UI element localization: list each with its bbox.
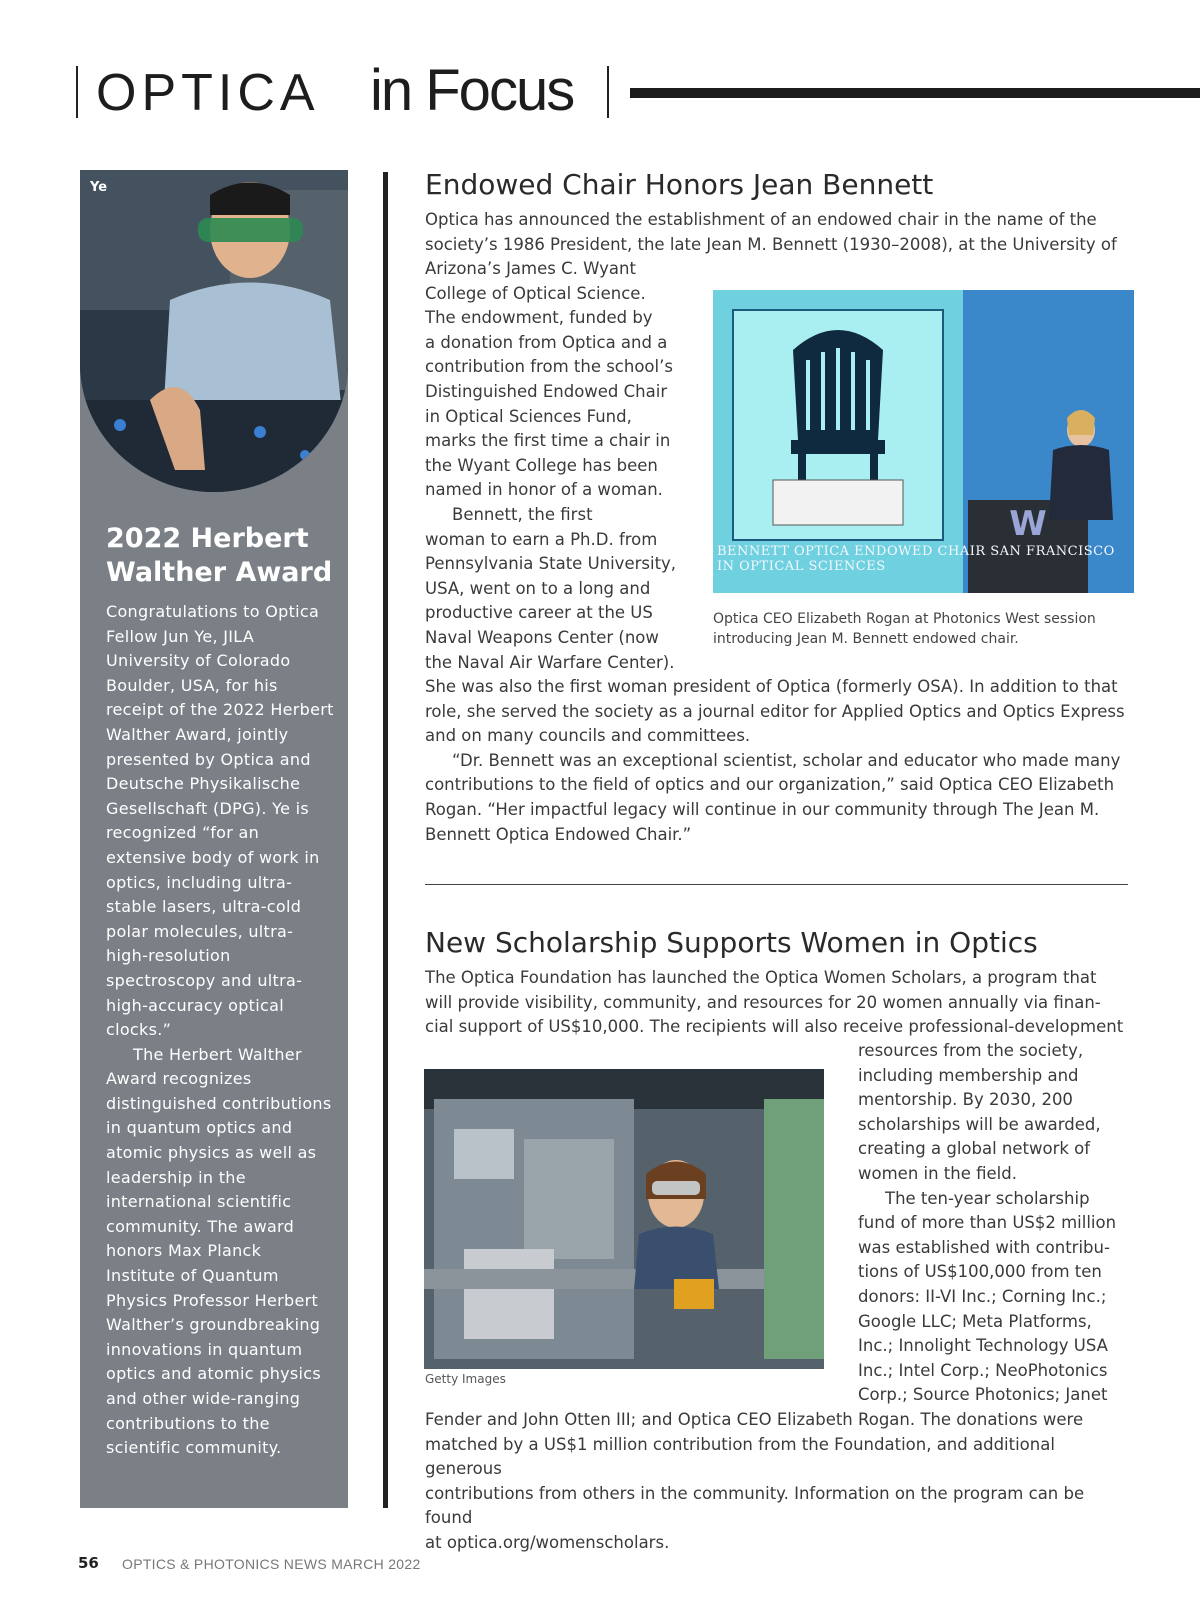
text-line: Bennett, the first bbox=[452, 504, 593, 524]
text-line: She was also the first woman president of Optica (formerly OSA). In addition to that bbox=[425, 677, 1118, 696]
article-headline: Endowed Chair Honors Jean Bennett bbox=[425, 168, 934, 201]
text-line: marks the first time a chair in bbox=[425, 431, 671, 451]
text-line: creating a global network of bbox=[858, 1139, 1091, 1159]
article-headline: New Scholarship Supports Women in Optics bbox=[425, 926, 1038, 959]
text-line: woman to earn a Ph.D. from bbox=[425, 529, 658, 549]
scientist-lab-photo bbox=[424, 1069, 824, 1369]
text-line: The endowment, funded by bbox=[425, 308, 653, 328]
text-line: resources from the society, bbox=[858, 1041, 1084, 1060]
text-line: scholarships will be awarded, bbox=[858, 1114, 1101, 1134]
section-title: in Focus bbox=[370, 58, 574, 123]
jun-ye-photo bbox=[80, 170, 348, 492]
article-divider bbox=[425, 884, 1128, 885]
text-line: Inc.; Intel Corp.; NeoPhotonics bbox=[858, 1360, 1108, 1380]
sidebar-body bbox=[106, 600, 334, 1461]
text-line: Pennsylvania State University, bbox=[425, 554, 677, 574]
text-line: Optica has announced the establishment of an endowed chair in the name of the bbox=[425, 210, 1097, 229]
photo-caption: Ye bbox=[90, 180, 108, 195]
text-line: The Optica Foundation has launched the Optica Women Scholars, a program that bbox=[425, 968, 1097, 987]
text-line: “Dr. Bennett was an exceptional scientist, scholar and educator who made many bbox=[452, 750, 1121, 770]
text-line: Fender and John Otten III; and Optica CEO Elizabeth Rogan. The donations were bbox=[425, 1410, 1084, 1429]
article2-intro bbox=[425, 966, 1135, 1040]
text-line: Corp.; Source Photonics; Janet bbox=[858, 1385, 1108, 1405]
scientist-lab-illustration bbox=[424, 1069, 824, 1369]
text-line: Distinguished Endowed Chair bbox=[425, 381, 668, 401]
page-number: 56 bbox=[78, 1554, 99, 1572]
photo-credit: Getty Images bbox=[425, 1372, 506, 1386]
optica-logo: OPTICA bbox=[96, 64, 320, 122]
sidebar-panel bbox=[80, 170, 348, 1508]
endowed-chair-photo bbox=[713, 290, 1134, 593]
text-line: in Optical Sciences Fund, bbox=[425, 406, 632, 426]
text-line: the Wyant College has been bbox=[425, 455, 658, 475]
text-line: College of Optical Science. bbox=[425, 283, 646, 303]
text-line: contributions from others in the community. Information on the program can be found bbox=[425, 1483, 1085, 1528]
text-line: a donation from Optica and a bbox=[425, 332, 668, 352]
text-line: society’s 1986 President, the late Jean M. Bennett (1930–2008), at the University of bbox=[425, 234, 1117, 254]
article2-column bbox=[858, 1039, 1143, 1408]
text-line: Google LLC; Meta Platforms, bbox=[858, 1311, 1092, 1331]
article2-tail bbox=[425, 1408, 1135, 1556]
text-line: fund of more than US$2 million bbox=[858, 1213, 1117, 1233]
column-divider bbox=[383, 172, 388, 1508]
sidebar-paragraph: Congratulations to Optica Fellow Jun Ye, JILA University of Colorado Boulder, USA, for his receipt of the 2022 Herbert Walther Award, jointly presented by Optica and Deutsche Physikalische Gesellschaft (DPG). Ye is recognized “for an extensive body of work in optics, including ultra-stable lasers, ultra-cold polar molecules, ultra-high-resolution spectroscopy and ultra-high-accuracy optical clocks.” bbox=[106, 602, 334, 1040]
photo-banner-text: BENNETT OPTICA ENDOWED CHAIR SAN FRANCISCO IN OPTICAL SCIENCES bbox=[717, 544, 1115, 574]
masthead-left-bar bbox=[76, 66, 78, 118]
article1-tail bbox=[425, 675, 1135, 847]
text-line: mentorship. By 2030, 200 bbox=[858, 1090, 1073, 1110]
text-line: Naval Weapons Center (now bbox=[425, 627, 659, 647]
text-line: the Naval Air Warfare Center). bbox=[425, 652, 675, 672]
text-line: Bennett Optica Endowed Chair.” bbox=[425, 824, 692, 844]
jun-ye-photo-illustration bbox=[80, 170, 348, 492]
text-line: Rogan. “Her impactful legacy will continue in our community through The Jean M. bbox=[425, 799, 1100, 819]
text-line: was established with contribu- bbox=[858, 1237, 1110, 1257]
text-line: role, she served the society as a journal editor for Applied Optics and Optics Express bbox=[425, 701, 1125, 721]
text-line: including membership and bbox=[858, 1065, 1079, 1085]
text-line: contributions to the field of optics and our organization,” said Optica CEO Elizabeth bbox=[425, 775, 1115, 795]
masthead-rule bbox=[630, 88, 1200, 98]
photo-caption: Optica CEO Elizabeth Rogan at Photonics West session introducing Jean M. Bennett endowed chair. bbox=[713, 611, 1096, 647]
text-line: at optica.org/womenscholars. bbox=[425, 1532, 670, 1552]
text-line: cial support of US$10,000. The recipients will also receive professional-development bbox=[425, 1017, 1124, 1037]
publication-line: OPTICS & PHOTONICS NEWS MARCH 2022 bbox=[122, 1556, 421, 1572]
text-line: and on many councils and committees. bbox=[425, 726, 751, 746]
text-line: tions of US$100,000 from ten bbox=[858, 1262, 1102, 1282]
masthead-right-bar bbox=[607, 66, 609, 118]
sidebar-title: 2022 Herbert Walther Award bbox=[106, 523, 333, 588]
text-line: named in honor of a woman. bbox=[425, 480, 663, 500]
text-line: will provide visibility, community, and resources for 20 women annually via finan- bbox=[425, 992, 1101, 1012]
text-line: matched by a US$1 million contribution from the Foundation, and additional generous bbox=[425, 1434, 1055, 1479]
text-line: USA, went on to a long and bbox=[425, 578, 651, 598]
text-line: Arizona’s James C. Wyant bbox=[425, 259, 636, 278]
text-line: Inc.; Innolight Technology USA bbox=[858, 1336, 1108, 1356]
sidebar-paragraph: The Herbert Walther Award recognizes distinguished contributions in quantum optics and atomic physics as well as leadership in the international scientific community. The award honors Max Planck Institute of Quantum Physics Professor Herbert Walther’s groundbreaking innovations in quantum optics and atomic physics and other wide-ranging contributions to the scientific community. bbox=[106, 1044, 332, 1458]
text-line: The ten-year scholarship bbox=[885, 1188, 1090, 1208]
svg-text:W: W bbox=[1009, 504, 1047, 544]
text-line: contribution from the school’s bbox=[425, 357, 673, 377]
text-line: donors: II-VI Inc.; Corning Inc.; bbox=[858, 1286, 1107, 1306]
text-line: women in the field. bbox=[858, 1163, 1017, 1183]
article1-column bbox=[425, 257, 700, 675]
text-line: productive career at the US bbox=[425, 603, 653, 623]
article1-intro bbox=[425, 208, 1135, 257]
